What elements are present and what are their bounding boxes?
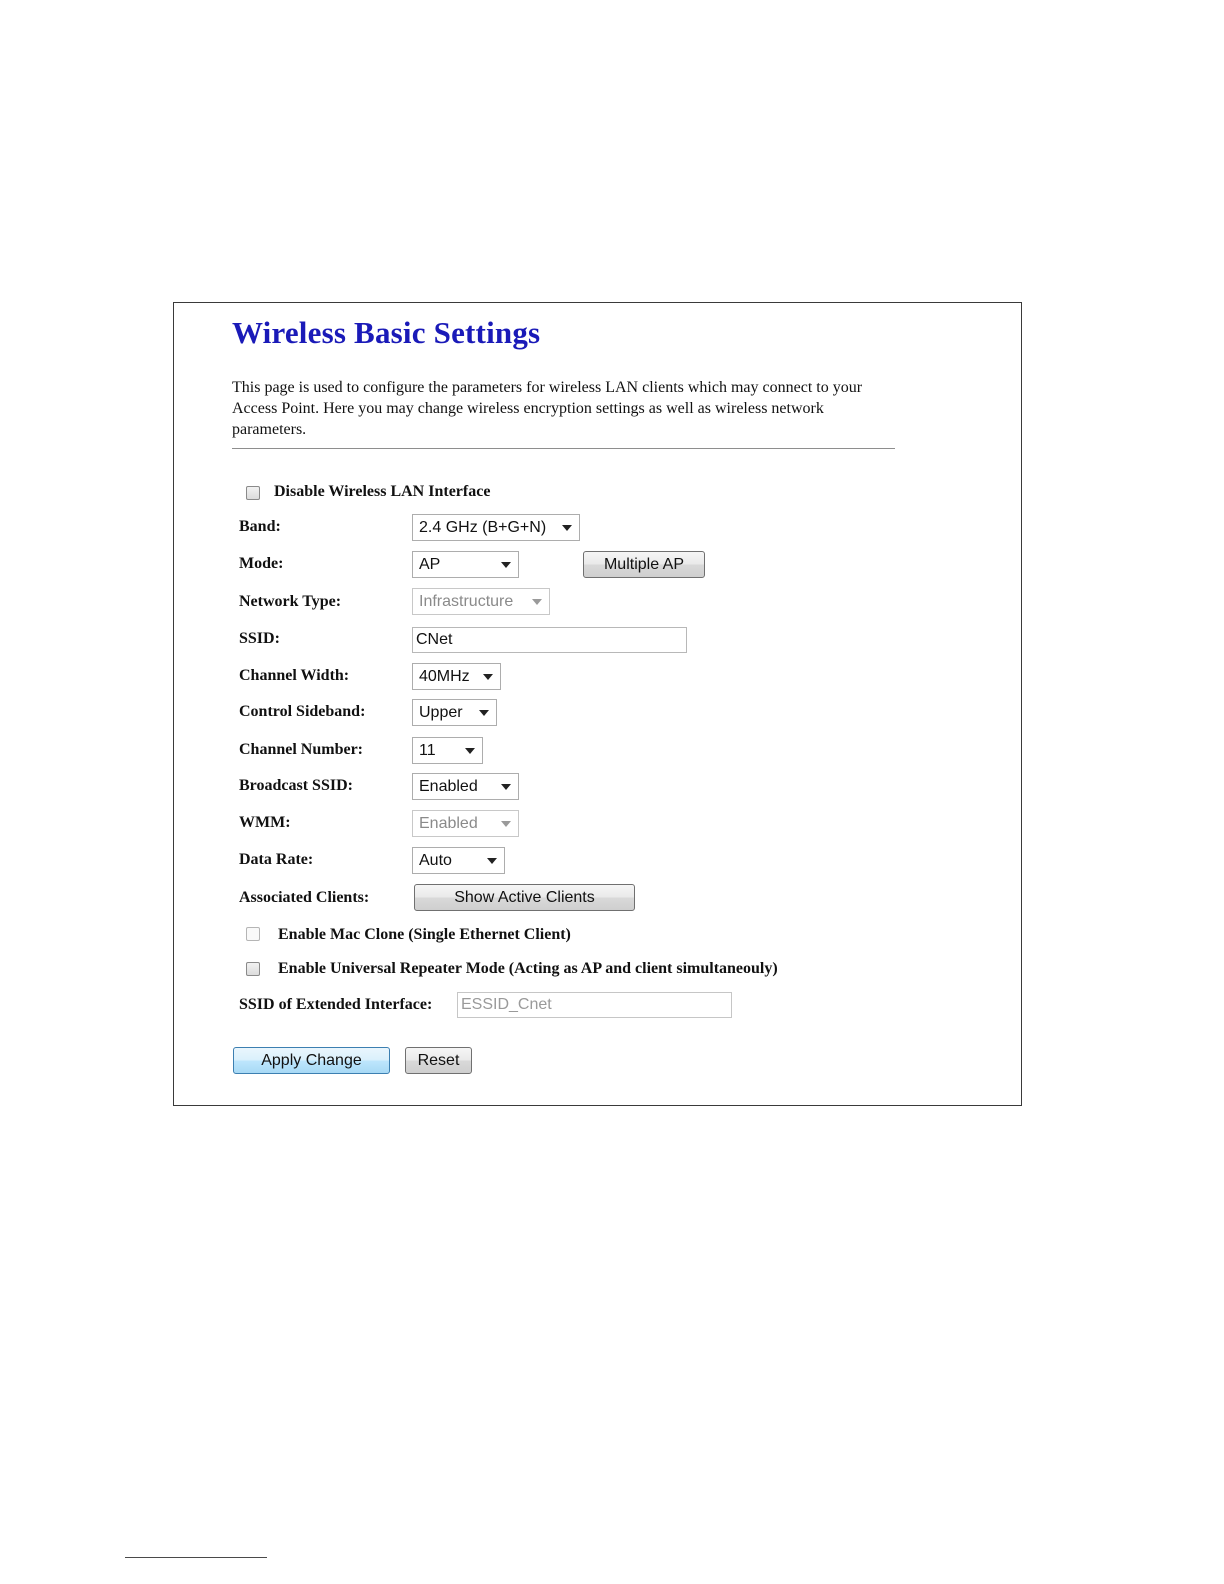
channel-width-select[interactable] [412, 663, 501, 690]
channel-number-select[interactable] [412, 737, 483, 764]
channel-number-value: 11 [419, 742, 436, 759]
footnote-divider [125, 1557, 267, 1558]
extended-ssid-label: SSID of Extended Interface: [239, 996, 433, 1013]
multiple-ap-button[interactable]: Multiple AP [583, 551, 705, 578]
disable-wireless-label: Disable Wireless LAN Interface [274, 483, 491, 500]
broadcast-ssid-value: Enabled [419, 778, 478, 795]
disable-wireless-checkbox[interactable] [246, 486, 260, 500]
associated-clients-label: Associated Clients: [239, 889, 370, 906]
wmm-value: Enabled [419, 815, 478, 832]
network-type-value: Infrastructure [419, 593, 514, 610]
settings-panel [173, 302, 1022, 1106]
apply-change-button[interactable]: Apply Change [233, 1047, 390, 1074]
extended-ssid-input[interactable]: ESSID_Cnet [457, 992, 732, 1018]
broadcast-ssid-label: Broadcast SSID: [239, 777, 353, 794]
chevron-down-icon [532, 599, 542, 605]
control-sideband-label: Control Sideband: [239, 703, 366, 720]
chevron-down-icon [479, 710, 489, 716]
chevron-down-icon [487, 858, 497, 864]
divider [232, 448, 895, 449]
chevron-down-icon [483, 674, 493, 680]
ssid-input[interactable]: CNet [412, 627, 687, 653]
mac-clone-checkbox[interactable] [246, 927, 260, 941]
data-rate-value: Auto [419, 852, 452, 869]
channel-width-label: Channel Width: [239, 667, 350, 684]
page-description: This page is used to configure the parameters for wireless LAN clients which may connect to your Access Point. Here you may change wireless encryption settings as well as wireless network parameters. [232, 379, 863, 438]
band-value: 2.4 GHz (B+G+N) [419, 519, 547, 536]
mac-clone-label: Enable Mac Clone (Single Ethernet Client) [278, 926, 571, 943]
mode-label: Mode: [239, 555, 284, 572]
mode-value: AP [419, 556, 441, 573]
band-label: Band: [239, 518, 281, 535]
network-type-select[interactable] [412, 588, 550, 615]
broadcast-ssid-select[interactable] [412, 773, 519, 800]
wmm-label: WMM: [239, 814, 291, 831]
network-type-label: Network Type: [239, 593, 342, 610]
chevron-down-icon [501, 784, 511, 790]
chevron-down-icon [562, 525, 572, 531]
data-rate-label: Data Rate: [239, 851, 314, 868]
channel-number-label: Channel Number: [239, 741, 364, 758]
universal-repeater-checkbox[interactable] [246, 962, 260, 976]
show-active-clients-button[interactable]: Show Active Clients [414, 884, 635, 911]
reset-button[interactable]: Reset [405, 1047, 472, 1074]
band-select[interactable] [412, 514, 580, 541]
control-sideband-value: Upper [419, 704, 463, 721]
wmm-select[interactable] [412, 810, 519, 837]
universal-repeater-label: Enable Universal Repeater Mode (Acting as AP and client simultaneouly) [278, 960, 778, 977]
control-sideband-select[interactable] [412, 699, 497, 726]
page-title: Wireless Basic Settings [232, 315, 541, 350]
chevron-down-icon [465, 748, 475, 754]
mode-select[interactable] [412, 551, 519, 578]
data-rate-select[interactable] [412, 847, 505, 874]
chevron-down-icon [501, 562, 511, 568]
channel-width-value: 40MHz [419, 668, 470, 685]
chevron-down-icon [501, 821, 511, 827]
ssid-label: SSID: [239, 630, 280, 647]
